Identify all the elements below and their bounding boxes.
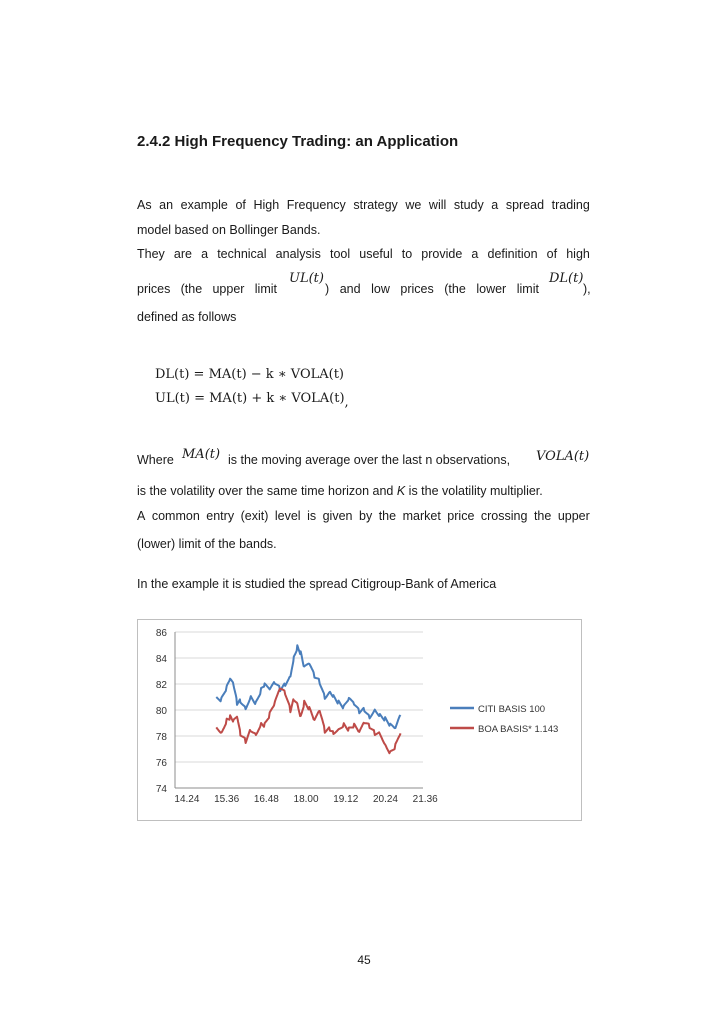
para1-line4-mid-word: ) — [325, 282, 330, 296]
x-tick-label: 15.36 — [214, 794, 240, 805]
para2-line3-word: given — [322, 509, 353, 523]
para1-line1-word: will — [428, 198, 447, 212]
x-tick-label: 21.36 — [412, 794, 438, 805]
y-tick-label: 82 — [155, 680, 167, 691]
section-heading: 2.4.2 High Frequency Trading: an Application — [137, 133, 459, 150]
dl-symbol: DL(t) — [549, 271, 584, 286]
para2-line3-word: A — [137, 509, 146, 523]
equation-ul — [155, 391, 349, 410]
para1-line1-word: spread — [505, 198, 545, 212]
para2-line3 — [137, 508, 590, 524]
para2-line3-word: common — [151, 509, 200, 523]
para1-line4 — [137, 271, 591, 299]
para1-line3-word: a — [471, 247, 479, 261]
x-tick-label: 20.24 — [372, 794, 399, 805]
para1-line1-word: study — [453, 198, 484, 212]
para2-line3-word: market — [402, 509, 441, 523]
para2-line2-pre: is the volatility over the same time horizon and — [137, 484, 397, 498]
para1-line1-word: a — [491, 198, 499, 212]
para1-line3-word: technical — [217, 247, 267, 261]
y-tick-label: 78 — [155, 732, 167, 743]
y-tick-label: 74 — [155, 784, 167, 795]
para1-line4-mid-word: low — [371, 282, 390, 296]
para2-line4: (lower) limit of the bands. — [137, 537, 277, 551]
para2-line3-word: (exit) — [240, 509, 269, 523]
para1-line3-word: useful — [359, 247, 393, 261]
ma-symbol: MA(t) — [182, 447, 221, 462]
y-tick-label: 86 — [155, 628, 167, 639]
x-tick-label: 19.12 — [333, 794, 359, 805]
para2-line3-word: the — [378, 509, 397, 523]
para1-line3-word: provide — [421, 247, 463, 261]
para1-line1-word: As — [137, 198, 152, 212]
para1-line4-word: prices — [137, 282, 171, 296]
para1-line4-mid-word: lower — [476, 282, 507, 296]
para1-line4-word: upper — [212, 282, 245, 296]
para1-line3-word: of — [546, 247, 558, 261]
para1-line1-word: High — [253, 198, 280, 212]
para2-line3-word: is — [307, 509, 317, 523]
vola-symbol: VOLA(t) — [536, 449, 590, 464]
para2-line3-word: by — [359, 509, 373, 523]
k-symbol: K — [396, 484, 406, 498]
para2-line2-post: is the volatility multiplier. — [405, 484, 543, 498]
para1-line3-word: definition — [487, 247, 538, 261]
para2-line3-word: crossing — [480, 509, 528, 523]
para1-line2: model based on Bollinger Bands. — [137, 223, 321, 237]
para1-line4-word: (the — [180, 282, 203, 296]
para1-line1-word: an — [159, 198, 174, 212]
para2-line3-word: price — [447, 509, 475, 523]
chart-svg — [138, 620, 581, 820]
equation-dl: DL(t) = MA(t) − k ∗ VOLA(t) — [155, 367, 344, 382]
para1-line3-word: high — [566, 247, 590, 261]
equation-ul-body: UL(t) = MA(t) + k ∗ VOLA(t) — [155, 391, 345, 406]
para2-where: Where — [137, 453, 174, 467]
para1-line3 — [137, 246, 590, 262]
para1-line4-mid-word: and — [339, 282, 361, 296]
para2-line2 — [137, 483, 543, 499]
para1-line3-word: tool — [329, 247, 351, 261]
x-tick-label: 14.24 — [174, 794, 200, 805]
para1-line3-word: are — [173, 247, 192, 261]
para2-line3-word: upper — [557, 509, 590, 523]
x-tick-label: 16.48 — [253, 794, 279, 805]
para1-line4-word: limit — [254, 282, 277, 296]
para1-line1-word: we — [405, 198, 422, 212]
para1-line1-word: Frequency — [286, 198, 346, 212]
para1-line1-word: trading — [551, 198, 590, 212]
para2-line3-word: the — [533, 509, 552, 523]
para2-mid: is the moving average over the last n observations, — [228, 453, 511, 467]
x-tick-label: 18.00 — [293, 794, 319, 805]
line-chart — [137, 619, 582, 821]
para1-line3-word: a — [201, 247, 209, 261]
para1-line4-mid-word: prices — [400, 282, 434, 296]
legend-label: CITI BASIS 100 — [478, 704, 546, 715]
para1-line3-word: to — [401, 247, 413, 261]
para1-line4-end: ), — [583, 282, 591, 296]
para1-line3-word: They — [137, 247, 165, 261]
para1-line4-mid-word: (the — [444, 282, 466, 296]
page-number: 45 — [357, 953, 371, 967]
series-line-boa — [216, 689, 400, 754]
para1-line1-word: strategy — [353, 198, 398, 212]
para1-line1-word: example — [180, 198, 228, 212]
para1-line3-word: analysis — [275, 247, 321, 261]
para1-line4-start — [137, 281, 277, 297]
para1-line1-word: of — [235, 198, 246, 212]
para2-line3-word: entry — [206, 509, 235, 523]
para2-line3-word: level — [274, 509, 301, 523]
para1-line5: defined as follows — [137, 310, 237, 324]
ul-symbol: UL(t) — [289, 271, 324, 286]
y-tick-label: 84 — [155, 654, 167, 665]
equation-ul-comma: , — [344, 395, 349, 410]
para1-line1 — [137, 197, 590, 213]
legend-label: BOA BASIS* 1.143 — [478, 724, 559, 735]
y-tick-label: 80 — [155, 706, 167, 717]
para1-line4-mid-word: limit — [516, 282, 539, 296]
y-tick-label: 76 — [155, 758, 167, 769]
para3: In the example it is studied the spread Citigroup-Bank of America — [137, 577, 497, 591]
para1-line4-mid — [325, 281, 539, 297]
